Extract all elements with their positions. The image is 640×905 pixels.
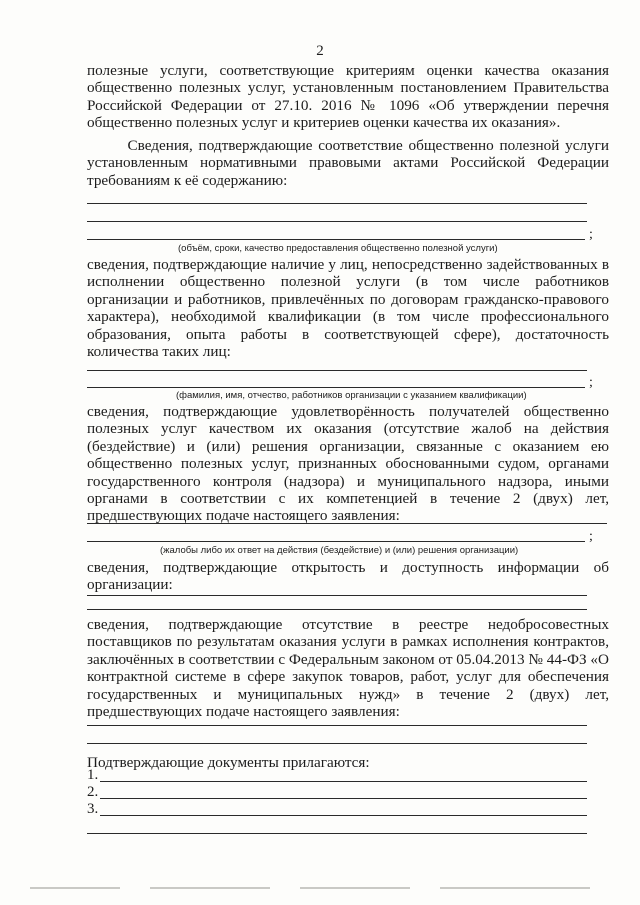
fill-line[interactable] (87, 595, 587, 596)
attachment-number: 2. (87, 784, 99, 800)
fill-line[interactable] (87, 541, 585, 542)
caption-staff-names: (фамилия, имя, отчество, работников организации с указанием квалификации) (176, 390, 527, 401)
scan-artifact (150, 887, 270, 889)
fill-line[interactable] (87, 221, 587, 222)
scan-artifact (30, 887, 120, 889)
attachment-fill-line[interactable] (100, 798, 587, 799)
paragraph-content-requirements: Сведения, подтверждающие соответствие общественно полезной услуги установленным нормативными правовыми актами Российской Федерации требованиям к её содержанию: (87, 137, 609, 189)
fill-line[interactable] (87, 725, 587, 726)
fill-line[interactable] (87, 523, 607, 524)
paragraph-attachments-heading: Подтверждающие документы прилагаются: (87, 754, 370, 771)
paragraph-unscrupulous-suppliers: сведения, подтверждающие отсутствие в реестре недобросовестных поставщиков по результатам оказания услуги в рамках исполнения контрактов, заключённых в соответствии с Федеральным законом от 05.04.2013 № 44-ФЗ «О контрактной системе в сфере закупок товаров, работ, услуг для обеспечения государственных и муниципальных нужд» в течение 2 (двух) лет, предшествующих подаче настоящего заявления: (87, 616, 609, 721)
fill-line[interactable] (87, 609, 587, 610)
fill-line[interactable] (87, 370, 587, 371)
paragraph-openness: сведения, подтверждающие открытость и доступность информации об организации: (87, 559, 609, 594)
fill-line[interactable] (87, 239, 585, 240)
paragraph-staff-qualification: сведения, подтверждающие наличие у лиц, непосредственно задействованных в исполнении общественно полезной услуги (в том числе работников организации и работников, привлечённых по договорам гражданско-правового характера), необходимой квалификации (в том числе профессионального образования, опыта работы в соответствующей сфере), достаточность количества таких лиц: (87, 256, 609, 361)
paragraph-recipient-satisfaction: сведения, подтверждающие удовлетворённость получателей общественно полезных услуг качеством их оказания (отсутствие жалоб на действия (бездействие) и (или) решения организации, связанные с оказанием ею общественно полезных услуг, признанных обоснованными судом, органами государственного контроля (надзора) и муниципального надзора, иными органами в соответствии с их компетенцией в течение 2 (двух) лет, предшествующих подаче настоящего заявления: (87, 403, 609, 525)
line-end-semicolon: ; (589, 227, 593, 242)
page-number: 2 (316, 43, 324, 59)
fill-line[interactable] (87, 833, 587, 834)
line-end-semicolon: ; (589, 375, 593, 390)
scan-artifact (440, 887, 590, 889)
attachment-fill-line[interactable] (100, 781, 587, 782)
attachment-number: 1. (87, 767, 99, 783)
line-end-semicolon: ; (589, 529, 593, 544)
attachment-number: 3. (87, 801, 99, 817)
caption-complaints: (жалобы либо их ответ на действия (бездействие) и (или) решения организации) (160, 545, 519, 556)
fill-line[interactable] (87, 203, 587, 204)
fill-line[interactable] (87, 743, 587, 744)
scan-artifact (300, 887, 410, 889)
attachment-fill-line[interactable] (100, 815, 587, 816)
paragraph-intro-continuation: полезные услуги, соответствующие критериям оценки качества оказания общественно полезных услуг, установленным постановлением Правительства Российской Федерации от 27.10. 2016 № 1096 «Об утверждении перечня общественно полезных услуг и критериев оценки качества их оказания». (87, 62, 609, 132)
caption-service-quality: (объём, сроки, качество предоставления общественно полезной услуги) (178, 243, 498, 254)
fill-line[interactable] (87, 387, 585, 388)
